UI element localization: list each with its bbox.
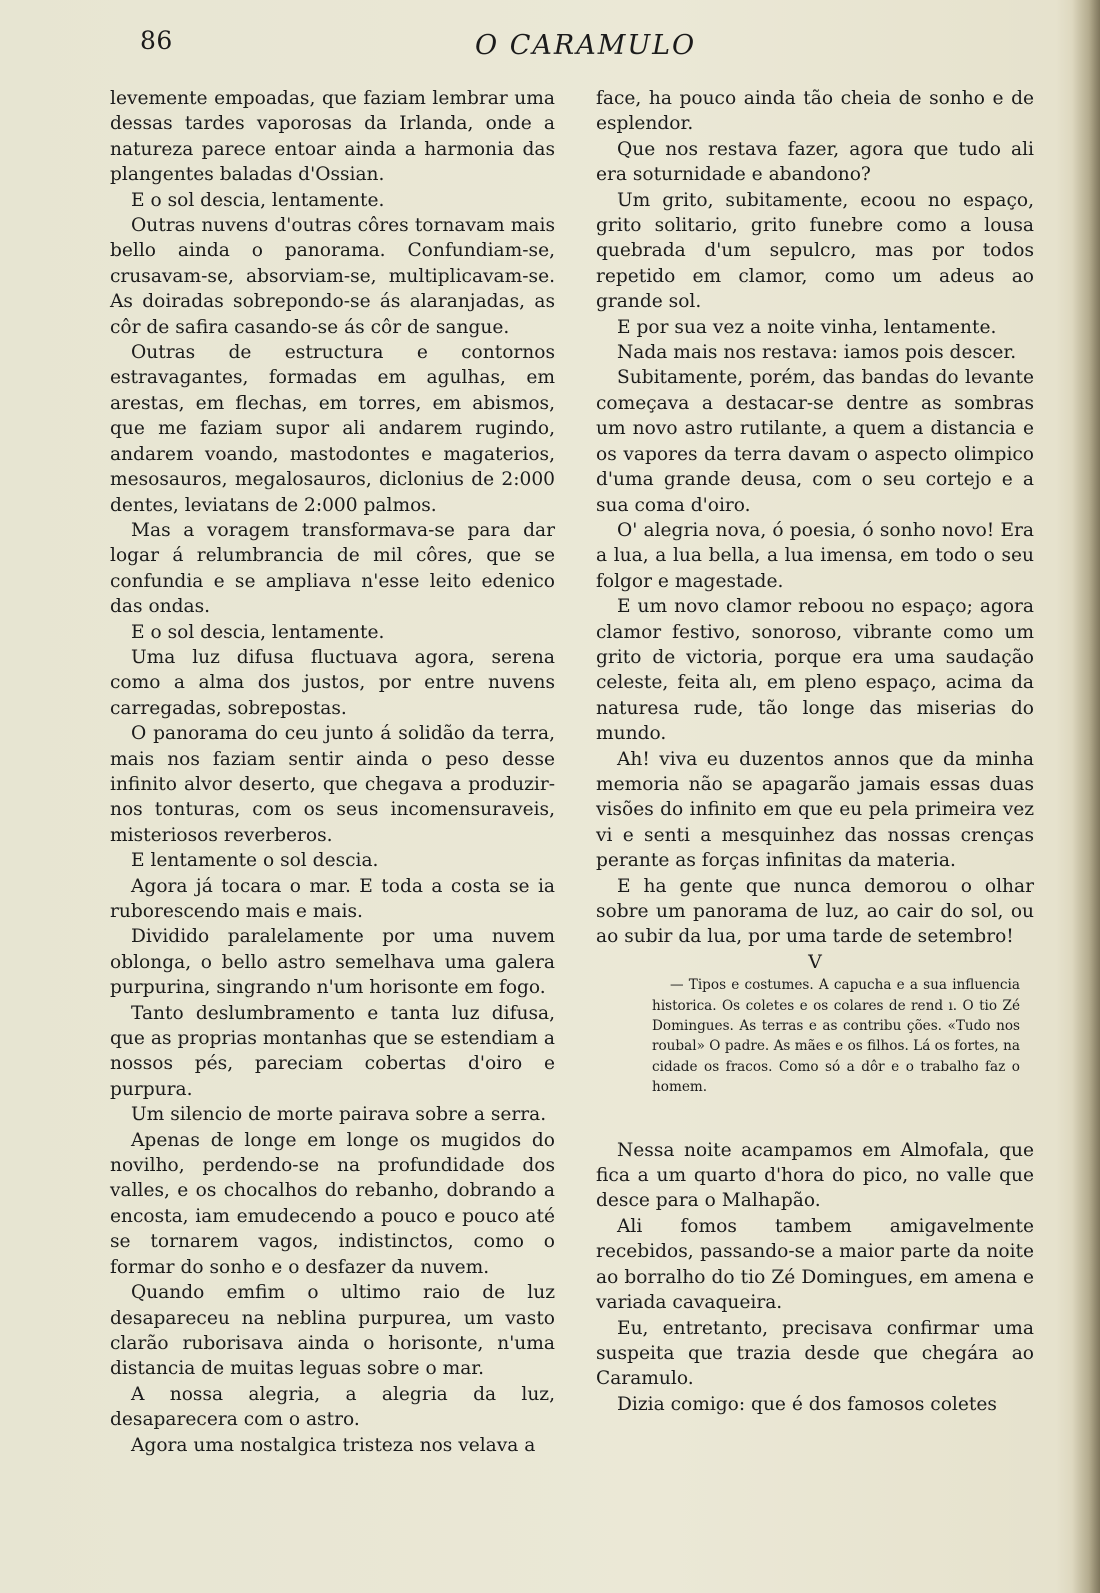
right-column [596, 86, 1034, 1417]
paragraph: E por sua vez a noite vinha, lentamente. [617, 316, 997, 338]
paragraph: Apenas de longe em longe os mugidos do novilho, perdendo-se na profundidade dos valles, e os chocalhos do rebanho, dobrando a encosta, iam emudecendo a pouco e pouco até se tornarem vagos, indistinctos, como o formar do sonho e o desfazer da nuvem. [110, 1129, 555, 1278]
paragraph: E um novo clamor reboou no espaço; agora clamor festivo, sonoroso, vibrante como um grito de victoria, porque era uma saudação celeste, feita alı, em pleno espaço, acima da naturesa rude, tão longe das miserias do mundo. [596, 596, 1034, 745]
paragraph: Ah! viva eu duzentos annos que da minha memoria não se apagarão jamais essas duas visões do infinito em que eu pela primeira vez vi e senti a mesquinhez das nossas crenças perante as forças infinitas da materia. [596, 748, 1034, 872]
left-column [110, 86, 555, 1458]
running-title: O CARAMULO [475, 30, 697, 61]
paragraph: Tanto deslumbramento e tanta luz difusa, que as proprias montanhas que se estendiam a nossos pés, pareciam cobertas d'oiro e purpura. [110, 1002, 555, 1100]
paragraph: Um silencio de morte pairava sobre a serra. [131, 1104, 547, 1126]
section-heading: V [808, 950, 822, 973]
paragraph: Eu, entretanto, precisava confirmar uma suspeita que trazia desde que chegára ao Caramulo. [596, 1317, 1034, 1390]
paragraph: Que nos restava fazer, agora que tudo ali era soturnidade e abandono? [596, 138, 1034, 186]
paragraph: E lentamente o sol descia. [131, 850, 379, 872]
paragraph: Dividido paralelamente por uma nuvem oblonga, o bello astro semelhava uma galera purpurina, singrando n'um horisonte em fogo. [110, 926, 555, 999]
page-number: 86 [140, 26, 173, 55]
paragraph: Ali fomos tambem amigavelmente recebidos, passando-se a maior parte da noite ao borralho do tio Zé Domingues, em amena e variada cavaqueira. [596, 1215, 1034, 1314]
paragraph: Nada mais nos restava: iamos pois descer. [617, 342, 1017, 364]
paragraph: E o sol descia, lentamente. [131, 621, 385, 643]
paragraph: Outras de estructura e contornos estravagantes, formadas em agulhas, em arestas, em flechas, em torres, em abismos, que me faziam supor ali andarem rugindo, andarem voando, mastodontes e magaterios, mesosauros, megalosauros, diclonius de 2:000 dentes, leviatans de 2:000 palmos. [110, 342, 555, 516]
paragraph: E ha gente que nunca demorou o olhar sobre um panorama de luz, ao cair do sol, ou ao subir da lua, por uma tarde de setembro! [596, 875, 1034, 948]
paragraph: Subitamente, porém, das bandas do levante começava a destacar-se dentre as sombras um novo astro rutilante, a quem a distancia e os vapores da terra davam o aspecto olimpico d'uma grande deusa, com o seu cortejo e a sua coma d'oiro. [596, 367, 1034, 516]
paragraph: Agora uma nostalgica tristeza nos velava a [131, 1434, 536, 1456]
paragraph: Mas a voragem transformava-se para dar logar á relumbrancia de mil côres, que se confundia e se ampliava n'esse leito edenico das ondas. [110, 519, 555, 618]
paragraph: Outras nuvens d'outras côres tornavam mais bello ainda o panorama. Confundiam-se, crusavam-se, absorviam-se, multiplicavam-se. As doiradas sobrepondo-se ás alaranjadas, as côr de safira casando-se ás côr de sangue. [110, 215, 555, 338]
paragraph: Dizia comigo: que é dos famosos coletes [617, 1393, 997, 1415]
paragraph: face, ha pouco ainda tão cheia de sonho e de esplendor. [596, 88, 1034, 135]
chapter-summary-text: — Tipos e costumes. A capucha e a sua influencia historica. Os coletes e os colares de rend ı. O tio Zé Domingues. As terras e as contribu ções. «Tudo nos roubal» O padre. As mães e os filhos. Lá os fortes, na cidade os fracos. Como só a dôr e o trabalho faz o homem. [652, 977, 1020, 1096]
paragraph: Um grito, subitamente, ecoou no espaço, grito solitario, grito funebre como a lousa quebrada d'um sepulcro, mas por todos repetido em clamor, como um adeus ao grande sol. [596, 189, 1034, 313]
paragraph: O panorama do ceu junto á solidão da terra, mais nos faziam sentir ainda o peso desse infinito alvor deserto, que chegava a produzir-nos tonturas, com os seus incomensuraveis, misteriosos reverberos. [110, 723, 555, 846]
page-edge-shadow [1072, 0, 1100, 1593]
paragraph: Agora já tocara o mar. E toda a costa se ia ruborescendo mais e mais. [110, 875, 555, 922]
paragraph: levemente empoadas, que faziam lembrar uma dessas tardes vaporosas da Irlanda, onde a natureza parece entoar ainda a harmonia das plangentes baladas d'Ossian. [110, 88, 555, 186]
paragraph: A nossa alegria, a alegria da luz, desaparecera com o astro. [110, 1383, 555, 1431]
paragraph: E o sol descia, lentamente. [131, 189, 385, 211]
paragraph: Uma luz difusa fluctuava agora, serena como a alma dos justos, por entre nuvens carregadas, sobrepostas. [110, 646, 555, 719]
paragraph: Nessa noite acampamos em Almofala, que fica a um quarto d'hora do pico, no valle que desce para o Malhapão. [596, 1139, 1034, 1212]
paragraph: O' alegria nova, ó poesia, ó sonho novo! Era a lua, a lua bella, a lua imensa, em todo o seu folgor e magestade. [596, 519, 1034, 592]
paragraph: Quando emfim o ultimo raio de luz desapareceu na neblina purpurea, um vasto clarão ruborisava ainda o horisonte, n'uma distancia de muitas leguas sobre o mar. [110, 1282, 555, 1380]
chapter-summary [652, 975, 1020, 1097]
